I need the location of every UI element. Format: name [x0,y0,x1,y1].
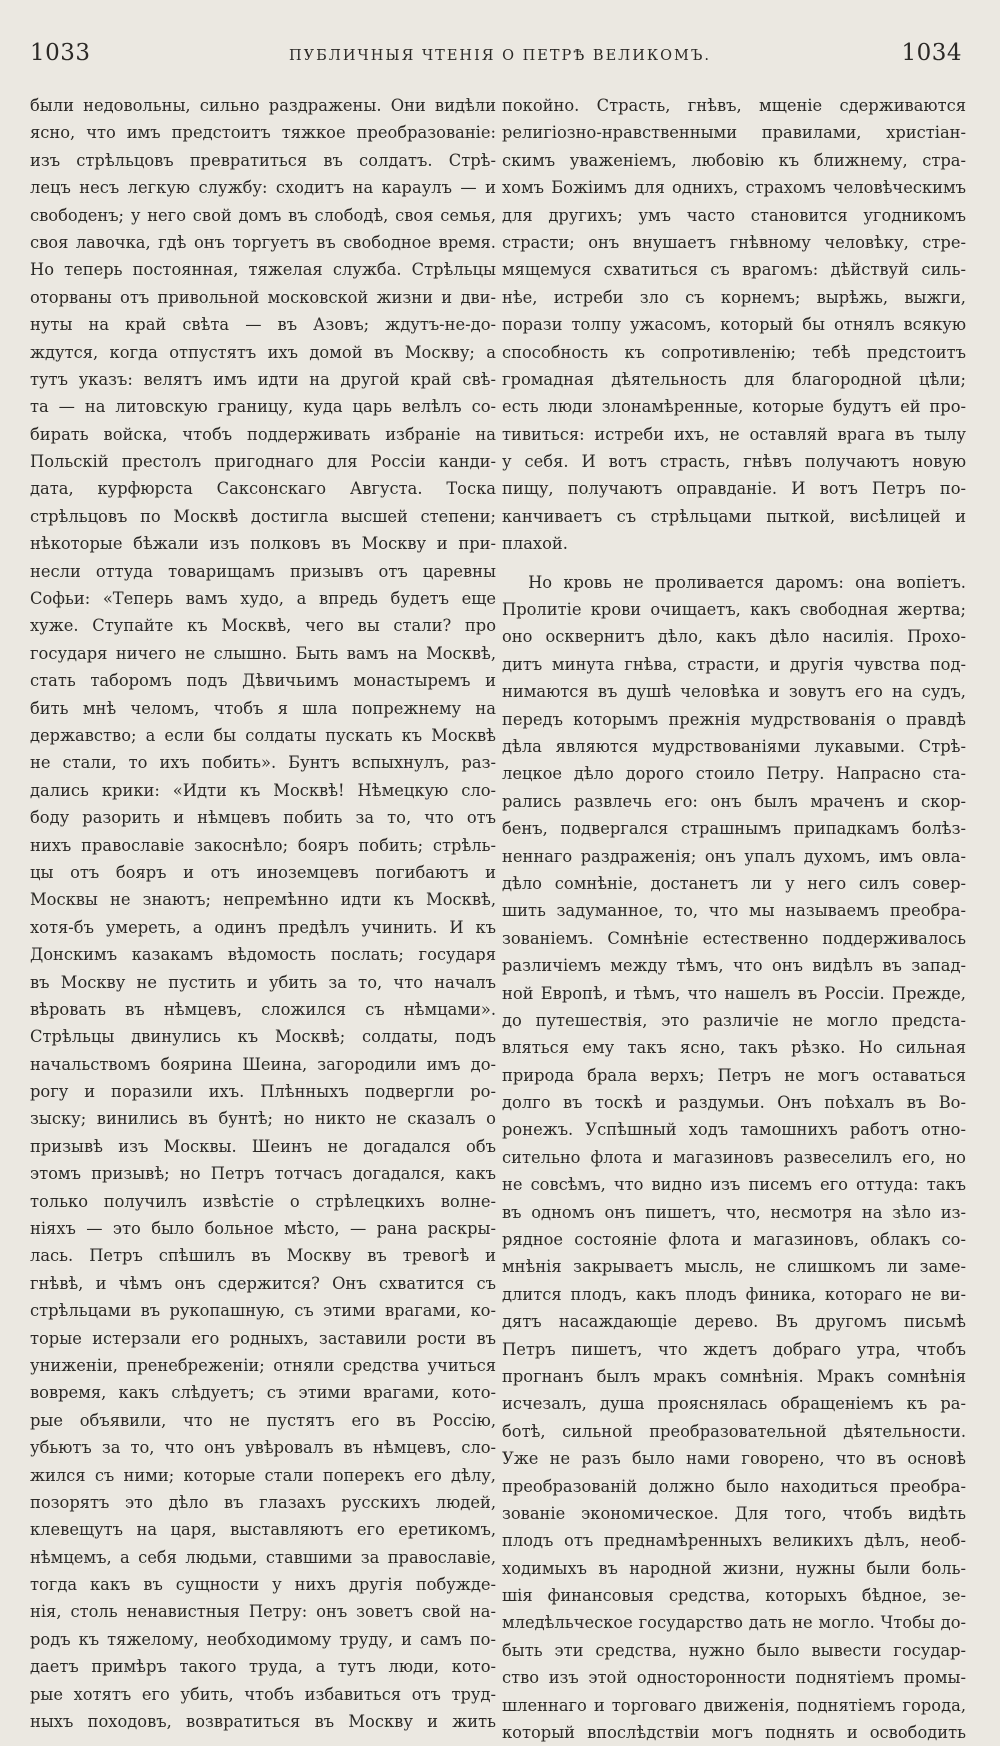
text-line: тутъ указъ: велятъ имъ идти на другой край свѣ- [30,369,496,389]
page-header [0,40,1000,74]
text-line: прогнанъ былъ мракъ сомнѣнія. Мракъ сомнѣнія [502,1366,966,1386]
text-line: сительно флота и магазиновъ развеселилъ его, но [502,1147,966,1167]
text-line: плодъ отъ преднамѣренныхъ великихъ дѣлъ, необ- [502,1531,966,1551]
text-line: вляться ему такъ ясно, такъ рѣзко. Но сильная [502,1038,966,1058]
text-line: въ одномъ онъ пишетъ, что, несмотря на зѣло из- [502,1202,966,1222]
text-line: гнѣвѣ, и чѣмъ онъ сдержится? Онъ схватится съ [30,1273,496,1293]
text-line: клевещутъ на царя, выставляютъ его еретикомъ, [30,1520,496,1540]
text-line: нѣмцемъ, а себя людьми, ставшими за православіе, [30,1547,496,1567]
text-line: дѣла являются мудрствованіями лукавыми. Стрѣ- [502,736,966,756]
text-line: державство; а если бы солдаты пускать къ Москвѣ [30,725,496,745]
text-line: вовремя, какъ слѣдуетъ; съ этими врагами, кото- [30,1383,496,1403]
text-line: рые хотятъ его убить, чтобъ избавиться отъ труд- [30,1684,496,1704]
text-line: рались развлечь его: онъ былъ мраченъ и скор- [502,791,966,811]
text-line: у себя. И вотъ страсть, гнѣвъ получаютъ новую [502,452,966,472]
text-line: пищу, получаютъ оправданіе. И вотъ Петръ по- [502,479,966,499]
text-line: ботѣ, сильной преобразовательной дѣятельности. [502,1421,966,1441]
text-line: боду разорить и нѣмцевъ побить за то, что отъ [30,808,496,828]
text-line: шія финансовыя средства, которыхъ бѣдное, зе- [502,1586,966,1606]
text-line: ство изъ этой односторонности поднятіемъ промы- [502,1668,966,1688]
text-line: порази толпу ужасомъ, который бы отнялъ всякую [502,315,966,335]
text-line: зованіемъ. Сомнѣніе естественно поддерживалось [502,928,966,948]
text-line: дата, курфюрста Саксонскаго Августа. Тоска [30,479,496,499]
text-line: природа брала верхъ; Петръ не могъ оставаться [502,1065,966,1085]
text-line: бирать войска, чтобъ поддерживать избраніе на [30,424,496,444]
text-line: не стали, то ихъ побить». Бунтъ вспыхнулъ, раз- [30,753,496,773]
text-line: Уже не разъ было нами говорено, что въ основѣ [502,1449,966,1469]
text-line: своя лавочка, гдѣ онъ торгуетъ въ свободное время. [30,232,496,252]
text-line: Стрѣльцы двинулись къ Москвѣ; солдаты, подъ [30,1027,496,1047]
running-title: ПУБЛИЧНЫЯ ЧТЕНІЯ О ПЕТРѢ ВЕЛИКОМЪ. [289,48,711,64]
text-line: нѣе, истреби зло съ корнемъ; вырѣжь, выжги, [502,287,966,307]
text-line: стать таборомъ подъ Дѣвичьимъ монастыремъ и [30,671,496,691]
paragraph-gap [502,558,966,569]
text-line: не совсѣмъ, что видно изъ писемъ его оттуда: такъ [502,1175,966,1195]
text-line: лась. Петръ спѣшилъ въ Москву въ тревогѣ и [30,1246,496,1266]
text-line: рядное состояніе флота и магазиновъ, облакъ со- [502,1230,966,1250]
text-line: способность къ сопротивленію; тебѣ предстоитъ [502,342,966,362]
text-line: длится плодъ, какъ плодъ финика, котораго не ви- [502,1284,966,1304]
text-line: Но кровь не проливается даромъ: она вопіетъ. [528,572,966,592]
text-line: шленнаго и торговаго движенія, поднятіемъ города, [502,1695,966,1715]
text-line: религіозно-нравственными правилами, христіан- [502,123,966,143]
text-line: плахой. [502,534,568,554]
text-line: Пролитіе крови очищаетъ, какъ свободная жертва; [502,600,966,620]
text-line: хомъ Божіимъ для однихъ, страхомъ человѣческимъ [502,178,966,198]
text-line: свободенъ; у него свой домъ въ слободѣ, своя семья, [30,205,496,225]
text-line: бить мнѣ челомъ, чтобъ я шла попрежнему на [30,698,496,718]
text-line: дались крики: «Идти къ Москвѣ! Нѣмецкую сло- [30,780,496,800]
page-number-right: 1034 [901,40,962,66]
text-line: цы отъ бояръ и отъ иноземцевъ погибаютъ и [30,862,496,882]
text-line: оно осквернитъ дѣло, какъ дѣло насилія. Прохо- [502,627,966,647]
text-line: мледѣльческое государство дать не могло. Чтобы до- [502,1613,966,1633]
text-line: ясно, что имъ предстоитъ тяжкое преобразованіе: [30,123,496,143]
text-line: стрѣльцами въ рукопашную, съ этими врагами, ко- [30,1301,496,1321]
text-line: Польскій престолъ пригоднаго для Россіи канди- [30,452,496,472]
text-line: Софьи: «Теперь вамъ худо, а впредь будетъ еще [30,589,496,609]
text-line: рые объявили, что не пустятъ его въ Россію, [30,1410,496,1430]
text-line: лецкое дѣло дорого стоило Петру. Напрасно ста- [502,764,966,784]
text-line: неннаго раздраженія; онъ упалъ духомъ, имъ овла- [502,846,966,866]
text-line: громадная дѣятельность для благородной цѣли; [502,369,966,389]
left-column [30,92,496,1735]
text-line: торые истерзали его родныхъ, заставили рости въ [30,1328,496,1348]
text-line: изъ стрѣльцовъ превратиться въ солдатъ. Стрѣ- [30,150,496,170]
text-line: были недовольны, сильно раздражены. Они видѣли [30,96,496,115]
text-line: нѣкоторые бѣжали изъ полковъ въ Москву и при- [30,534,496,554]
text-line: Но теперь постоянная, тяжелая служба. Стрѣльцы [30,260,496,280]
text-line: государя ничего не слышно. Быть вамъ на Москвѣ, [30,643,496,663]
text-line: покойно. Страсть, гнѣвъ, мщеніе сдерживаются [502,96,966,115]
text-line: оторваны отъ привольной московской жизни и дви- [30,287,496,307]
text-line: который впослѣдствіи могъ поднять и освободить [502,1723,966,1743]
text-line: призывѣ изъ Москвы. Шеинъ не догадался объ [30,1136,496,1156]
text-line: хуже. Ступайте къ Москвѣ, чего вы стали? про [30,616,496,636]
text-line: для другихъ; умъ часто становится угодникомъ [502,205,966,225]
text-line: нихъ православіе закоснѣло; бояръ побить; стрѣль- [30,835,496,855]
text-line: передъ которымъ прежнія мудрствованія о правдѣ [502,709,966,729]
text-line: начальствомъ боярина Шеина, загородили имъ до- [30,1054,496,1074]
text-line: шить задуманное, то, что мы называемъ преобра- [502,901,966,921]
text-line: ходимыхъ въ народной жизни, нужны были боль- [502,1558,966,1578]
text-line: ныхъ походовъ, возвратиться въ Москву и жить [30,1712,496,1732]
text-line: нуты на край свѣта — въ Азовъ; ждутъ-не-до- [30,315,496,335]
text-line: быть эти средства, нужно было вывести государ- [502,1640,966,1660]
text-line: зованіе экономическое. Для того, чтобъ видѣть [502,1503,966,1523]
text-line: ждутся, когда отпустятъ ихъ домой въ Москву; а [30,342,496,362]
text-line: тогда какъ въ сущности у нихъ другія побужде- [30,1575,496,1595]
text-line: ронежъ. Успѣшный ходъ тамошнихъ работъ отно- [502,1120,966,1140]
text-line: долго въ тоскѣ и раздумьи. Онъ поѣхалъ въ Во- [502,1093,966,1113]
text-line: родъ къ тяжелому, необходимому труду, и самъ по- [30,1629,496,1649]
text-line: дѣло сомнѣніе, достанетъ ли у него силъ совер- [502,873,966,893]
text-line: различіемъ между тѣмъ, что онъ видѣлъ въ запад- [502,956,966,976]
text-line: Донскимъ казакамъ вѣдомость послать; государя [30,945,496,965]
text-line: въ Москву не пустить и убить за то, что началъ [30,972,496,992]
text-line: тивиться: истреби ихъ, не оставляй врага въ тылу [502,424,966,444]
text-line: рогу и поразили ихъ. Плѣнныхъ подвергли ро- [30,1082,496,1102]
text-line: убьютъ за то, что онъ увѣровалъ въ нѣмцевъ, сло- [30,1438,496,1458]
text-line: канчиваетъ съ стрѣльцами пыткой, висѣлицей и [502,506,966,526]
text-line: мнѣнія закрываетъ мысль, не слишкомъ ли заме- [502,1257,966,1277]
text-line: нимаются въ душѣ человѣка и зовутъ его на судъ, [502,682,966,702]
text-line: есть люди злонамѣренные, которые будутъ ей про- [502,397,966,417]
text-line: скимъ уваженіемъ, любовію къ ближнему, стра- [502,150,966,170]
text-line: исчезалъ, душа прояснялась обращеніемъ къ ра- [502,1394,966,1414]
text-line: та — на литовскую границу, куда царь велѣлъ со- [30,397,496,417]
text-line: ніяхъ — это было больное мѣсто, — рана раскры- [30,1219,496,1239]
text-line: хотя-бъ умереть, а одинъ предѣлъ учинить. И къ [30,917,496,937]
page-number-left: 1033 [30,40,91,66]
text-line: страсти; онъ внушаетъ гнѣвному человѣку, стре- [502,232,966,252]
text-line: до путешествія, это различіе не могло предста- [502,1010,966,1030]
text-line: несли оттуда товарищамъ призывъ отъ царевны [30,561,496,581]
text-line: Петръ пишетъ, что ждетъ добраго утра, чтобъ [502,1339,966,1359]
text-line: дятъ насаждающіе дерево. Въ другомъ письмѣ [502,1312,966,1332]
text-line: зыску; винились въ бунтѣ; но никто не сказалъ о [30,1109,496,1129]
text-line: этомъ призывѣ; но Петръ тотчасъ догадался, какъ [30,1164,496,1184]
text-line: нія, столь ненавистныя Петру: онъ зоветъ свой на- [30,1602,496,1622]
text-line: стрѣльцовъ по Москвѣ достигла высшей степени; [30,506,496,526]
text-line: преобразованій должно было находиться преобра- [502,1476,966,1496]
text-line: даетъ примѣръ такого труда, а тутъ люди, кото- [30,1657,496,1677]
text-line: дитъ минута гнѣва, страсти, и другія чувства под- [502,654,966,674]
text-line: Москвы не знаютъ; непремѣнно идти къ Москвѣ, [30,890,496,910]
text-line: вѣровать въ нѣмцевъ, сложился съ нѣмцами». [30,999,496,1019]
text-line: ной Европѣ, и тѣмъ, что нашелъ въ Россіи. Прежде, [502,983,966,1003]
text-line: жился съ ними; которые стали поперекъ его дѣлу, [30,1465,496,1485]
text-line: лецъ несъ легкую службу: сходитъ на караулъ — и [30,178,496,198]
text-line: только получилъ извѣстіе о стрѣлецкихъ волне- [30,1191,496,1211]
text-line: униженіи, пренебреженіи; отняли средства учиться [30,1355,496,1375]
text-line: позорятъ это дѣло въ глазахъ русскихъ людей, [30,1492,496,1512]
text-line: бенъ, подвергался страшнымъ припадкамъ болѣз- [502,819,966,839]
text-line: мящемуся схватиться съ врагомъ: дѣйствуй силь- [502,260,966,280]
